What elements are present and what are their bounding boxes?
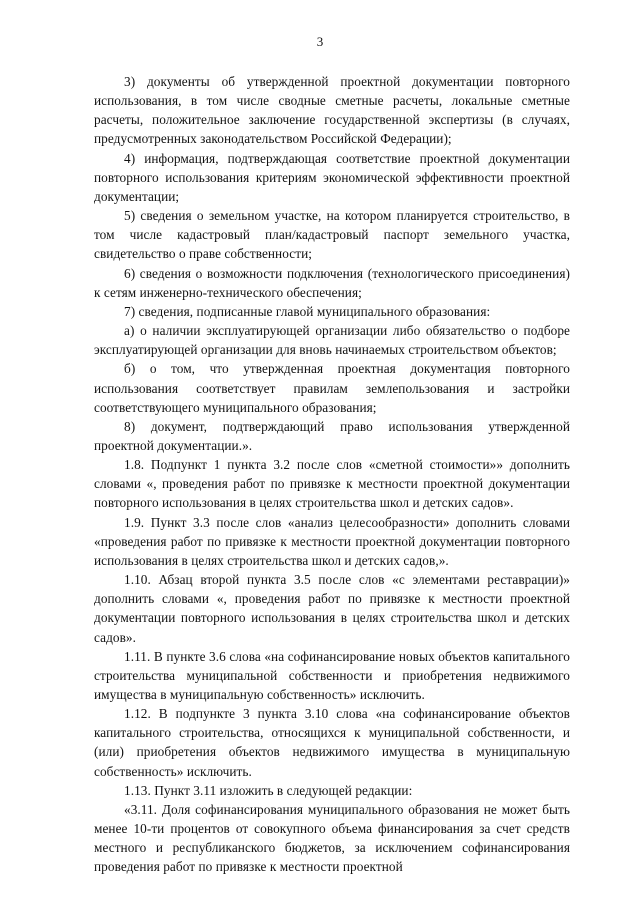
paragraph-amendment-1-9: 1.9. Пункт 3.3 после слов «анализ целесообразности» дополнить словами «проведения работ по привязке к местности проектной документации повторного использования в целях строительства школ и детских садов,». [94,514,570,568]
paragraph-item-6: 6) сведения о возможности подключения (технологического присоединения) к сетям инженерно-технического обеспечения; [94,265,570,300]
paragraph-clause-3-11: «3.11. Доля софинансирования муниципального образования не может быть менее 10-ти процентов от совокупного объема финансирования за счет средств местного и республиканского бюджетов, за исключением софинансирования проведения работ по привязке к местности проектной [94,801,570,875]
paragraph-subitem-a: а) о наличии эксплуатирующей организации либо обязательство о подборе эксплуатирующей организации для вновь начинаемых строительством объектов; [94,323,570,358]
paragraph-item-7: 7) сведения, подписанные главой муниципального образования: [124,303,491,319]
paragraph-item-4: 4) информация, подтверждающая соответствие проектной документации повторного использования критериям экономической эффективности проектной документации; [94,150,570,204]
paragraph-item-3: 3) документы об утвержденной проектной документации повторного использования, в том числе сводные сметные расчеты, локальные сметные расчеты, положительное заключение государственной экспертизы (в случаях, предусмотренных законодательством Российской Федерации); [94,74,570,147]
paragraph-subitem-b: б) о том, что утвержденная проектная документация повторного использования соответствует правилам землепользования и застройки соответствующего муниципального образования; [94,361,570,415]
paragraph-amendment-1-8: 1.8. Подпункт 1 пункта 3.2 после слов «сметной стоимости»» дополнить словами «, проведения работ по привязке к местности проектной документации повторного использования в целях строительства школ и детских садов». [94,457,570,511]
paragraph-item-8: 8) документ, подтверждающий право использования утвержденной проектной документации.». [94,418,570,453]
paragraph-amendment-1-12: 1.12. В подпункте 3 пункта 3.10 слова «на софинансирование объектов капитального строительства, относящихся к муниципальной собственности, и (или) приобретения объектов недвижимого имущества в муниципальную собственность» исключить. [94,706,570,779]
paragraph-amendment-1-11: 1.11. В пункте 3.6 слова «на софинансирование новых объектов капитального строительства муниципальной собственности и приобретения недвижимого имущества в муниципальную собственность» исключить. [94,648,570,702]
paragraph-item-5: 5) сведения о земельном участке, на котором планируется строительство, в том числе кадастровый план/кадастровый паспорт земельного участка, свидетельство о праве собственности; [94,208,570,262]
paragraph-amendment-1-13: 1.13. Пункт 3.11 изложить в следующей редакции: [124,782,413,798]
paragraph-amendment-1-10: 1.10. Абзац второй пункта 3.5 после слов «с элементами реставрации)» дополнить словами «, проведения работ по привязке к местности проектной документации повторного использования в целях строительства школ и детских садов». [94,572,570,645]
document-body [94,72,570,877]
page-number: 3 [316,34,324,49]
